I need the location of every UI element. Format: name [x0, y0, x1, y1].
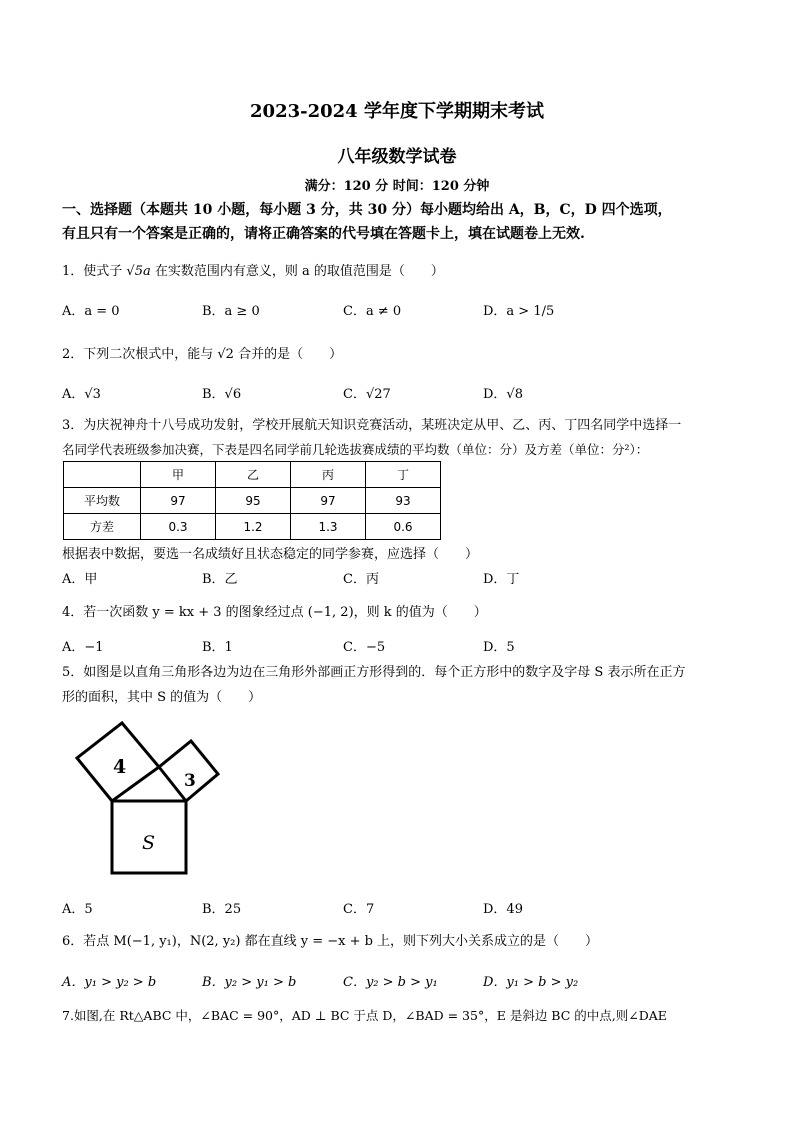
- question-4-option-a[interactable]: A．−1: [62, 640, 104, 655]
- exam-meta: 满分：120 分 时间：120 分钟: [304, 179, 490, 194]
- score-table: [63, 461, 441, 540]
- table-header-cell: 乙: [216, 462, 291, 488]
- question-3-option-a[interactable]: A．甲: [62, 572, 98, 587]
- question-6-option-a[interactable]: A．y₁ > y₂ > b: [62, 975, 157, 990]
- square-s-label: S: [142, 832, 156, 854]
- section-heading-line2: 有且只有一个答案是正确的，请将正确答案的代号填在答题卡上，填在试题卷上无效.: [62, 226, 585, 242]
- question-1-radical: √5a: [126, 264, 151, 279]
- question-5-option-b[interactable]: B．25: [202, 902, 242, 917]
- table-cell: 1.3: [291, 514, 366, 540]
- table-header-row: [64, 462, 441, 488]
- table-cell: 97: [291, 488, 366, 514]
- question-2-option-b[interactable]: B．√6: [202, 387, 242, 402]
- question-3-stem-after: 根据表中数据，要选一名成绩好且状态稳定的同学参赛，应选择（ ）: [62, 547, 479, 562]
- question-4-option-d[interactable]: D．5: [483, 640, 515, 655]
- question-5-option-a[interactable]: A．5: [62, 902, 93, 917]
- question-4-option-b[interactable]: B．1: [202, 640, 233, 655]
- question-1-option-c[interactable]: C．a ≠ 0: [343, 304, 402, 319]
- table-cell: 93: [366, 488, 441, 514]
- exam-subtitle: 八年级数学试卷: [337, 147, 457, 167]
- question-4-option-c[interactable]: C．−5: [343, 640, 386, 655]
- table-cell: 95: [216, 488, 291, 514]
- table-cell: 97: [141, 488, 216, 514]
- question-5-stem-line1: 5．如图是以直角三角形各边为边在三角形外部画正方形得到的．每个正方形中的数字及字母 S 表示所在正方: [62, 665, 686, 680]
- question-2-stem: 2．下列二次根式中，能与 √2 合并的是（ ）: [62, 347, 343, 362]
- table-row: [64, 514, 441, 540]
- question-2-option-c[interactable]: C．√27: [343, 387, 391, 402]
- question-3-stem-line2: 名同学代表班级参加决赛，下表是四名同学前几轮选拔赛成绩的平均数（单位：分）及方差（单位：分²）：: [62, 442, 649, 457]
- pythagoras-squares-figure: [70, 715, 230, 885]
- table-cell: 方差: [64, 514, 141, 540]
- question-1-option-a[interactable]: A．a = 0: [62, 304, 120, 319]
- table-cell: 0.6: [366, 514, 441, 540]
- question-1-stem: [62, 260, 444, 279]
- table-header-cell: 丁: [366, 462, 441, 488]
- table-header-cell: 甲: [141, 462, 216, 488]
- question-1-option-d[interactable]: D．a > 1/5: [483, 304, 555, 319]
- question-6-option-d[interactable]: D．y₁ > b > y₂: [483, 975, 579, 990]
- question-1-stem-post: 在实数范围内有意义，则 a 的取值范围是（ ）: [150, 264, 444, 279]
- section-heading-line1: 一、选择题（本题共 10 小题，每小题 3 分，共 30 分）每小题均给出 A，B，C，D 四个选项，: [62, 202, 672, 218]
- square-3-label: 3: [184, 771, 196, 791]
- table-cell: 平均数: [64, 488, 141, 514]
- question-1-stem-pre: 1．使式子: [62, 264, 127, 279]
- question-5-option-c[interactable]: C．7: [343, 902, 375, 917]
- question-6-option-c[interactable]: C．y₂ > b > y₁: [343, 975, 438, 990]
- table-header-cell: 丙: [291, 462, 366, 488]
- table-cell: 1.2: [216, 514, 291, 540]
- question-1-option-b[interactable]: B．a ≥ 0: [202, 304, 260, 319]
- question-2-option-d[interactable]: D．√8: [483, 387, 523, 402]
- question-3-stem-line1: 3．为庆祝神舟十八号成功发射，学校开展航天知识竞赛活动，某班决定从甲、乙、丙、丁四名同学中选择一: [62, 418, 682, 433]
- question-3-option-b[interactable]: B．乙: [202, 572, 238, 587]
- exam-title: 2023-2024 学年度下学期期末考试: [250, 101, 544, 122]
- question-3-option-c[interactable]: C．丙: [343, 572, 379, 587]
- question-6-option-b[interactable]: B．y₂ > y₁ > b: [202, 975, 297, 990]
- table-row: [64, 488, 441, 514]
- question-5-stem-line2: 形的面积，其中 S 的值为（ ）: [62, 690, 262, 705]
- table-cell: 0.3: [141, 514, 216, 540]
- question-4-stem: 4．若一次函数 y = kx + 3 的图象经过点 (−1, 2)，则 k 的值为（ ）: [62, 605, 487, 620]
- square-4-label: 4: [113, 756, 127, 778]
- question-7-stem: 7.如图,在 Rt△ABC 中，∠BAC = 90°，AD ⊥ BC 于点 D，∠BAD = 35°，E 是斜边 BC 的中点,则∠DAE: [62, 1008, 667, 1023]
- question-3-option-d[interactable]: D．丁: [483, 572, 520, 587]
- question-5-option-d[interactable]: D．49: [483, 902, 523, 917]
- table-header-cell: [64, 462, 141, 488]
- question-6-stem: 6．若点 M(−1, y₁)，N(2, y₂) 都在直线 y = −x + b 上，则下列大小关系成立的是（ ）: [62, 934, 599, 949]
- question-2-option-a[interactable]: A．√3: [62, 387, 101, 402]
